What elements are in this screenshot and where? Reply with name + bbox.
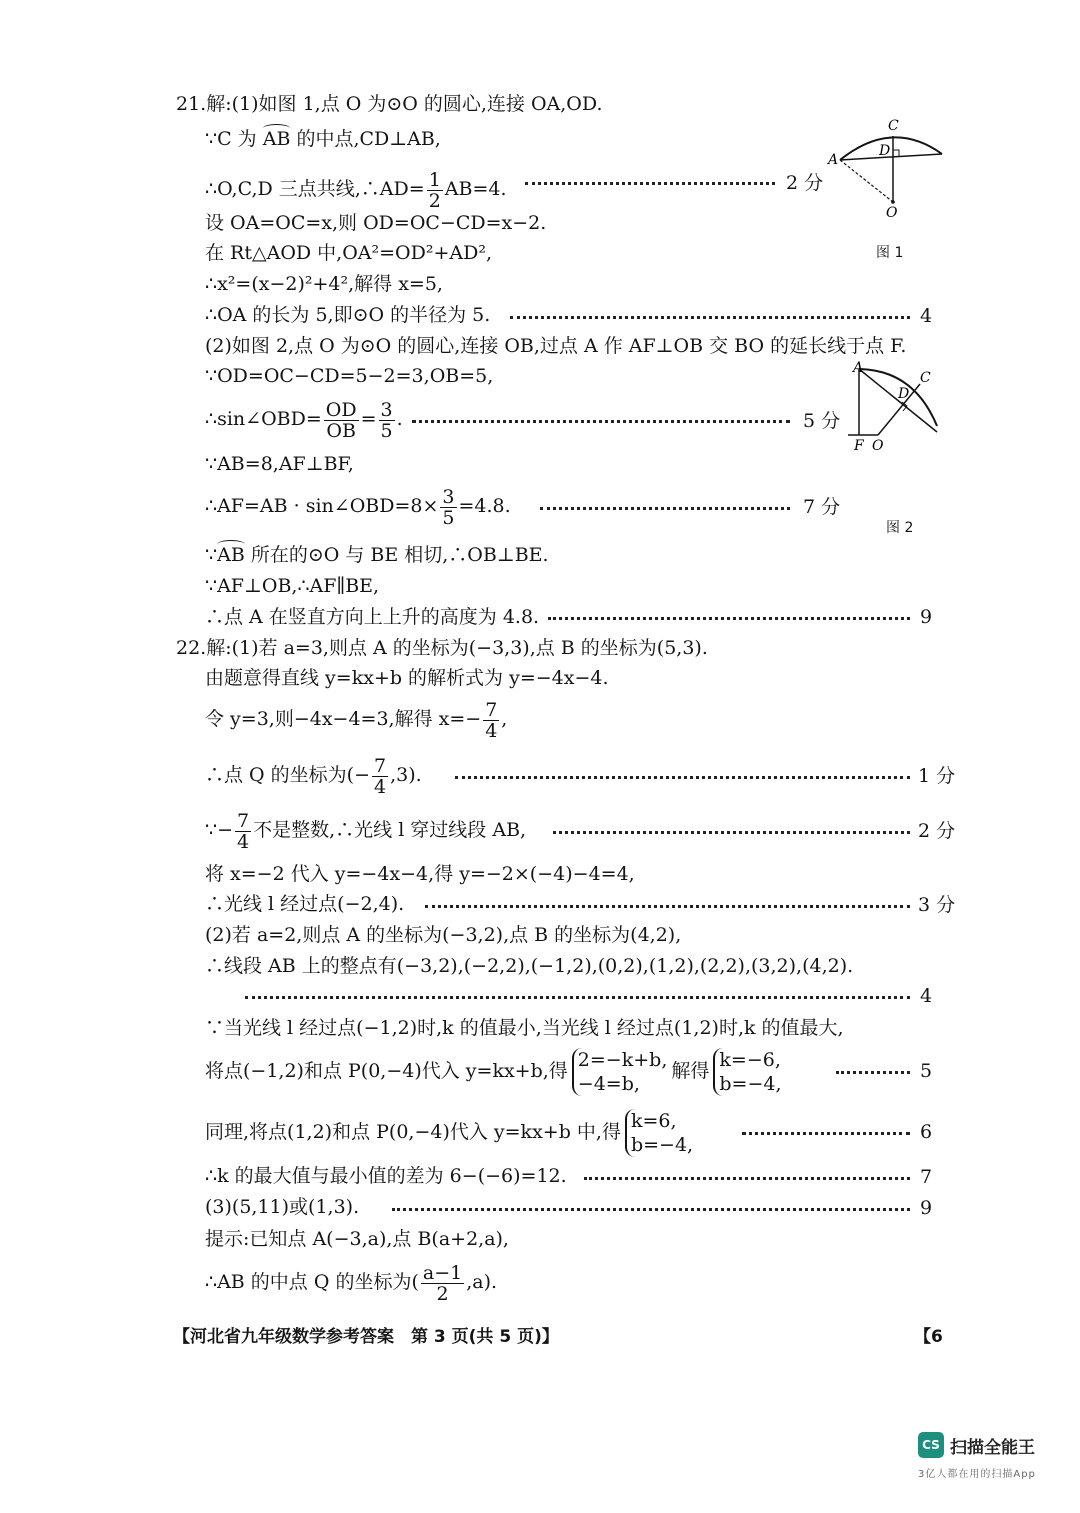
score-mark: 2 分	[786, 172, 824, 194]
fraction: $\frac{7}{4}$	[374, 754, 387, 798]
q22-line-1: 22.解:(1)若 a=3,则点 A 的坐标为(−3,3),点 B 的坐标为(5,3).	[176, 637, 708, 659]
fraction: $\frac{3}{5}$	[442, 485, 455, 529]
score-mark: 2 分	[918, 820, 956, 842]
q22-line-15: 提示:已知点 A(−3,a),点 B(a+2,a),	[205, 1228, 509, 1250]
camscanner-logo: CS	[918, 1432, 944, 1458]
score-leader	[510, 316, 910, 319]
figure-1-caption: 图 1	[876, 245, 904, 261]
label-d: D	[879, 143, 891, 159]
q21-line-15: ∴点 A 在竖直方向上上升的高度为 4.8.	[205, 606, 540, 628]
q22-line-11: 将点(−1,2)和点 P(0,−4)代入 y=kx+b,得 2=−k+b, −4=b, 解得 k=−6, b=−4,	[205, 1049, 782, 1095]
figure-2-caption: 图 2	[886, 520, 914, 536]
fraction: $\frac{a-1}{2}$	[422, 1261, 463, 1305]
score-leader	[425, 905, 910, 908]
q21-line-8: (2)如图 2,点 O 为⊙O 的圆心,连接 OB,过点 A 作 AF⊥OB 交 BO 的延长线于点 F.	[205, 335, 907, 357]
q22-line-9: ∴线段 AB 上的整点有(−3,2),(−2,2),(−1,2),(0,2),(1,2),(2,2),(3,2),(4,2).	[205, 955, 854, 977]
score-mark: 9	[920, 606, 933, 628]
q21-line-2: ∵C 为 AB 的中点,CD⊥AB,	[205, 128, 441, 150]
fraction: $\frac{3}{5}$	[380, 398, 393, 442]
q21-line-10: ∴sin∠OBD= $\frac{OD}{OB}$ = $\frac{3}{5}$ .	[205, 398, 403, 442]
score-leader	[584, 1177, 910, 1180]
score-leader	[525, 182, 775, 185]
q21-line-5: 在 Rt△AOD 中,OA²=OD²+AD²,	[205, 242, 492, 264]
q22-line-12: 同理,将点(1,2)和点 P(0,−4)代入 y=kx+b 中,得 k=6, b=−4,	[205, 1110, 694, 1156]
q22-line-14: (3)(5,11)或(1,3).	[205, 1196, 360, 1218]
equation-system: 2=−k+b, −4=b,	[572, 1048, 668, 1096]
score-mark: 4	[920, 305, 933, 327]
page-footer-code: 【6	[914, 1327, 943, 1347]
label-f: F	[854, 438, 864, 454]
figure-2-diagram	[840, 360, 944, 456]
label-c: C	[920, 370, 931, 386]
score-leader	[742, 1132, 910, 1135]
q22-line-10: ∵当光线 l 经过点(−1,2)时,k 的值最小,当光线 l 经过点(1,2)时,k 的值最大,	[205, 1017, 844, 1039]
q21-line-13: ∵AB 所在的⊙O 与 BE 相切,∴OB⊥BE.	[205, 544, 549, 566]
score-leader	[836, 1071, 910, 1074]
q21-line-11: ∵AB=8,AF⊥BF,	[205, 453, 354, 475]
q21-line-9: ∵OD=OC−CD=5−2=3,OB=5,	[205, 365, 494, 387]
fraction: $\frac{1}{2}$	[428, 168, 441, 212]
q21-line-14: ∵AF⊥OB,∴AF∥BE,	[205, 575, 380, 597]
label-c: C	[888, 118, 899, 134]
arc-ab: AB	[217, 544, 245, 566]
scanner-name: 扫描全能王	[950, 1438, 1035, 1458]
q21-line-4: 设 OA=OC=x,则 OD=OC−CD=x−2.	[205, 212, 547, 234]
score-mark: 9	[920, 1197, 933, 1219]
q21-line-7: ∴OA 的长为 5,即⊙O 的半径为 5.	[205, 304, 491, 326]
score-mark: 6	[920, 1121, 933, 1143]
fraction: $\frac{7}{4}$	[485, 698, 498, 742]
score-mark: 7	[920, 1166, 933, 1188]
score-leader	[455, 776, 910, 779]
score-mark: 5 分	[803, 410, 841, 432]
q22-line-3: 令 y=3,则−4x−4=3,解得 x=− $\frac{7}{4}$ ,	[205, 698, 508, 742]
label-d: D	[898, 386, 910, 402]
label-a: A	[853, 360, 864, 376]
equation-system: k=−6, b=−4,	[713, 1048, 781, 1096]
score-leader	[548, 617, 910, 620]
q21-line-3: ∴O,C,D 三点共线,∴AD= $\frac{1}{2}$ AB=4.	[205, 168, 507, 212]
score-mark: 1 分	[918, 765, 956, 787]
fraction: $\frac{OD}{OB}$	[325, 398, 357, 442]
q22-line-4: ∴点 Q 的坐标为(− $\frac{7}{4}$ ,3).	[205, 754, 422, 798]
score-leader	[245, 996, 910, 999]
score-mark: 3 分	[918, 894, 956, 916]
q22-line-8: (2)若 a=2,则点 A 的坐标为(−3,2),点 B 的坐标为(4,2),	[205, 924, 682, 946]
fraction: $\frac{7}{4}$	[237, 809, 250, 853]
q22-line-7: ∴光线 l 经过点(−2,4).	[205, 893, 405, 915]
page-footer: 【河北省九年级数学参考答案 第 3 页(共 5 页)】	[173, 1327, 559, 1347]
label-a: A	[828, 152, 839, 168]
q21-line-6: ∴x²=(x−2)²+4²,解得 x=5,	[205, 273, 443, 295]
score-leader	[553, 831, 910, 834]
score-mark: 7 分	[803, 496, 841, 518]
q22-line-16: ∴AB 的中点 Q 的坐标为( $\frac{a-1}{2}$ ,a).	[205, 1261, 498, 1305]
q21-line-12: ∴AF=AB · sin∠OBD=8× $\frac{3}{5}$ =4.8.	[205, 485, 511, 529]
q21-line-1: 21.解:(1)如图 1,点 O 为⊙O 的圆心,连接 OA,OD.	[176, 93, 603, 115]
score-mark: 4	[920, 985, 933, 1007]
q22-line-6: 将 x=−2 代入 y=−4x−4,得 y=−2×(−4)−4=4,	[205, 863, 635, 885]
score-mark: 5	[920, 1060, 933, 1082]
score-leader	[540, 507, 790, 510]
score-leader	[392, 1208, 910, 1211]
label-o: O	[872, 438, 884, 454]
figure-1-diagram	[826, 116, 946, 222]
score-leader	[412, 420, 790, 423]
label-o: O	[886, 205, 898, 221]
equation-system: k=6, b=−4,	[625, 1109, 693, 1157]
q22-line-5: ∵− $\frac{7}{4}$ 不是整数,∴光线 l 穿过线段 AB,	[205, 809, 527, 853]
arc-ab: AB	[262, 128, 291, 150]
scanner-tagline: 3亿人都在用的扫描App	[918, 1469, 1036, 1480]
q22-line-2: 由题意得直线 y=kx+b 的解析式为 y=−4x−4.	[205, 667, 609, 689]
q22-line-13: ∴k 的最大值与最小值的差为 6−(−6)=12.	[205, 1165, 567, 1187]
